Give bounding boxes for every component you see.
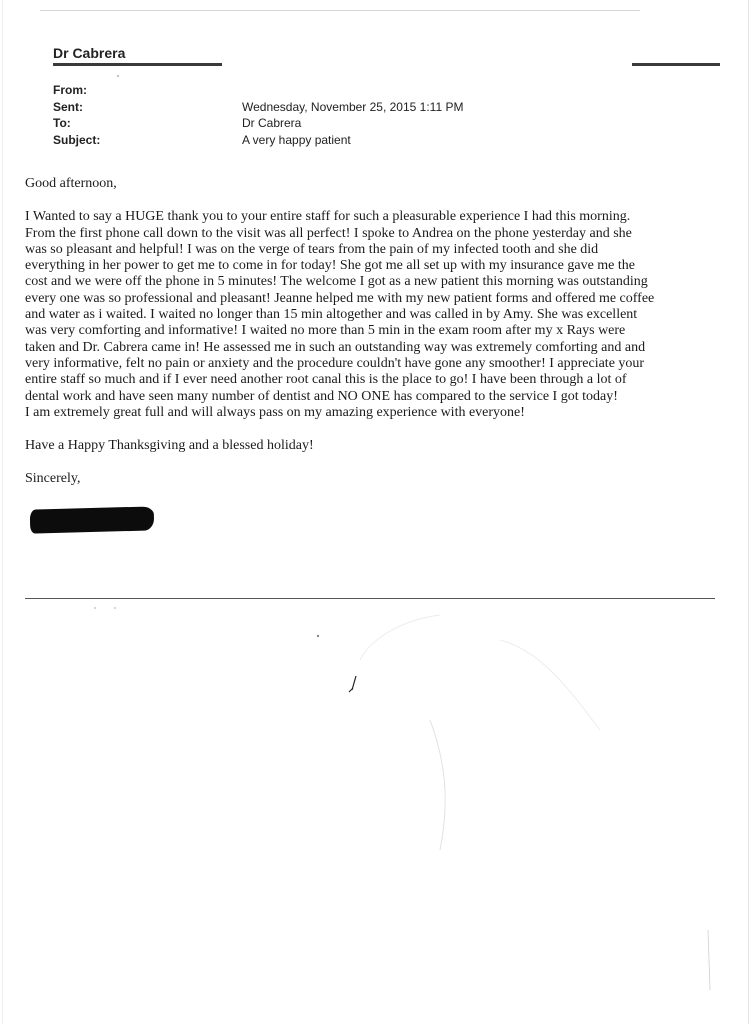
scan-dot <box>114 607 116 609</box>
scan-mark-stroke <box>349 676 356 692</box>
closing-line: Have a Happy Thanksgiving and a blessed holiday! <box>25 438 314 454</box>
scan-faint-curve <box>430 720 445 850</box>
scan-dot <box>317 635 319 637</box>
subject-value: A very happy patient <box>242 132 351 147</box>
header-name: Dr Cabrera <box>53 45 126 61</box>
scan-faint-curve-2 <box>360 615 440 660</box>
body-line: dental work and have seen many number of dentist and NO ONE has compared to the service I got today! <box>25 388 618 404</box>
body-line: was so pleasant and helpful! I was on the verge of tears from the pain of my infected tooth and she did <box>25 241 599 257</box>
to-label: To: <box>53 116 71 130</box>
body-line: cost and we were off the phone in 5 minutes! The welcome I got as a new patient this morning was outstanding <box>25 274 648 290</box>
subject-label: Subject: <box>53 132 101 147</box>
greeting: Good afternoon, <box>25 176 117 191</box>
scan-dot <box>94 607 96 609</box>
body-line: I Wanted to say a HUGE thank you to your entire staff for such a pleasurable experience I had this morning. <box>25 209 631 225</box>
scan-faint-line <box>708 930 710 990</box>
sent-value: Wednesday, November 25, 2015 1:11 PM <box>242 99 464 114</box>
signoff: Sincerely, <box>25 471 81 487</box>
body-line: very informative, felt no pain or anxiety and the procedure couldn't have gone any smoother! I appreciate your <box>25 355 645 371</box>
body-line: every one was so professional and pleasant! Jeanne helped me with my new patient forms and offered me coffee <box>25 290 655 306</box>
from-label: From: <box>53 83 87 97</box>
body-line: I am extremely great full and will always pass on my amazing experience with everyone! <box>25 404 525 420</box>
body-line: and water as i waited. I waited no longer than 15 min altogether and was called in by Amy. She was excellent <box>25 307 638 323</box>
body-line: taken and Dr. Cabrera came in! He assessed me in such an outstanding way was extremely comforting and and <box>25 339 646 355</box>
body-line: was very comforting and informative! I waited no more than 5 min in the exam room after my x Rays were <box>25 323 626 339</box>
body-line: everything in her power to get me to come in for today! She got me all set up with my insurance gave me the <box>25 258 635 274</box>
scan-faint-curve-3 <box>500 640 600 730</box>
body-line: From the first phone call down to the visit was all perfect! I spoke to Andrea on the phone yesterday and she <box>25 225 632 241</box>
to-value: Dr Cabrera <box>242 116 302 130</box>
scan-dot <box>117 75 119 77</box>
sent-label: Sent: <box>53 99 83 114</box>
body-line: entire staff so much and if I ever need another root canal this is the place to go! I have been through a lot of <box>25 372 627 388</box>
